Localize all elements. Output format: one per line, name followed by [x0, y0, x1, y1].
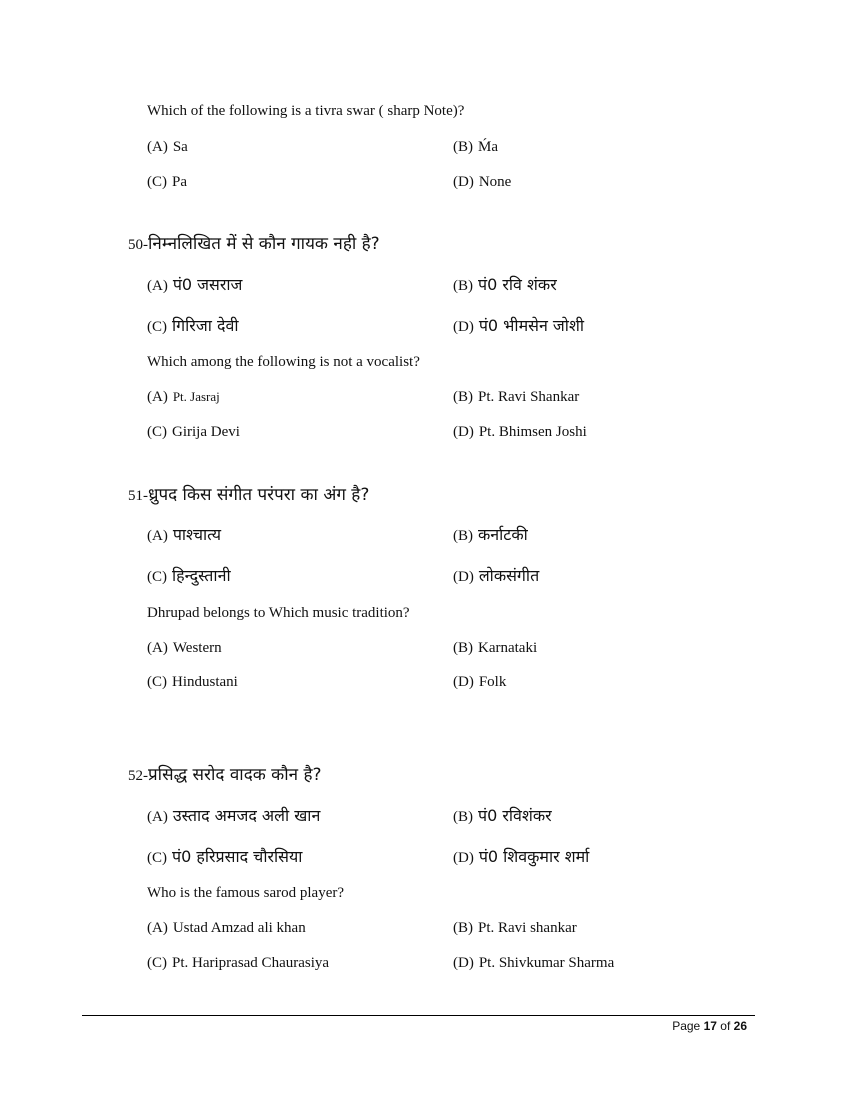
question-51-hindi-title: 51-ध्रुपद किस संगीत परंपरा का अंग है?	[128, 485, 370, 505]
q52-option-c: (C) Pt. Hariprasad Chaurasiya	[147, 955, 330, 971]
question-50-hindi-title: 50-निम्नलिखित में से कौन गायक नही है?	[128, 234, 380, 254]
q49-option-a: (A) Sa	[147, 139, 188, 155]
q50-option-d: (D) Pt. Bhimsen Joshi	[453, 424, 587, 440]
q51-hindi-option-a: (A) पाश्चात्य	[147, 525, 222, 544]
q50-hindi-option-d: (D) पं0 भीमसेन जोशी	[453, 316, 584, 335]
q49-option-c: (C) Pa	[147, 174, 187, 190]
question-49-english-text: Which of the following is a tivra swar ( sharp Note)?	[147, 103, 465, 119]
q52-hindi-option-d: (D) पं0 शिवकुमार शर्मा	[453, 847, 590, 866]
q51-option-b: (B) Karnataki	[453, 640, 538, 656]
q50-option-b: (B) Pt. Ravi Shankar	[453, 389, 580, 405]
q51-option-a: (A) Western	[147, 640, 222, 656]
question-52-english-text: Who is the famous sarod player?	[147, 885, 345, 901]
q52-hindi-option-c: (C) पं0 हरिप्रसाद चौरसिया	[147, 847, 303, 866]
q51-option-d: (D) Folk	[453, 674, 507, 690]
q51-hindi-option-c: (C) हिन्दुस्तानी	[147, 566, 231, 585]
q49-option-b: (B) Ḿa	[453, 139, 498, 155]
q51-option-c: (C) Hindustani	[147, 674, 238, 690]
q51-hindi-option-b: (B) कर्नाटकी	[453, 525, 528, 544]
q52-hindi-option-a: (A) उस्ताद अमजद अली खान	[147, 806, 321, 825]
q50-option-c: (C) Girija Devi	[147, 424, 240, 440]
q51-hindi-option-d: (D) लोकसंगीत	[453, 566, 540, 585]
question-51-english-text: Dhrupad belongs to Which music tradition?	[147, 605, 410, 621]
q52-option-d: (D) Pt. Shivkumar Sharma	[453, 955, 615, 971]
q50-hindi-option-b: (B) पं0 रवि शंकर	[453, 275, 557, 294]
q50-hindi-option-c: (C) गिरिजा देवी	[147, 316, 239, 335]
q49-option-d: (D) None	[453, 174, 512, 190]
footer-divider	[82, 1015, 755, 1016]
question-50-english-text: Which among the following is not a vocalist?	[147, 354, 420, 370]
q52-hindi-option-b: (B) पं0 रविशंकर	[453, 806, 552, 825]
q52-option-a: (A) Ustad Amzad ali khan	[147, 920, 306, 936]
question-52-hindi-title: 52-प्रसिद्ध सरोद वादक कौन है?	[128, 765, 322, 785]
page-number: Page 17 of 26	[672, 1019, 747, 1033]
q52-option-b: (B) Pt. Ravi shankar	[453, 920, 577, 936]
q50-hindi-option-a: (A) पं0 जसराज	[147, 275, 243, 294]
q50-option-a: (A) Pt. Jasraj	[147, 389, 220, 405]
